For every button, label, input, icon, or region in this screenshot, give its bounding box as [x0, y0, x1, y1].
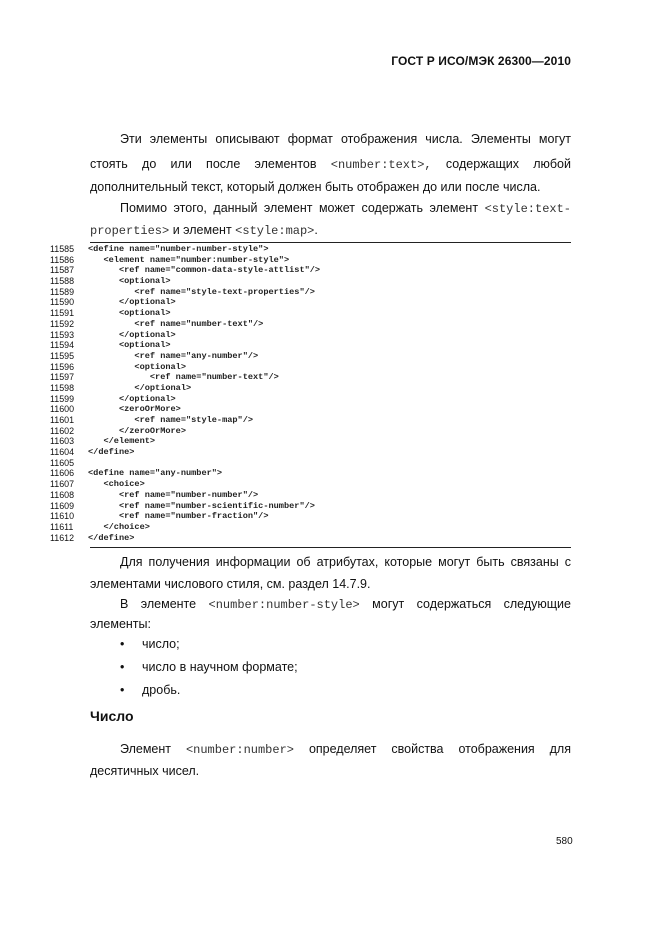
after-paragraph-1-line-1: Для получения информации об атрибутах, которые могут быть связаны с: [120, 555, 571, 569]
code-text: <define name="any-number">: [88, 468, 223, 479]
line-number: 11588: [50, 276, 75, 287]
line-number: 11589: [50, 286, 75, 297]
code-text: </optional>: [88, 382, 192, 393]
code-bottom-rule: [90, 547, 571, 548]
code-text: <optional>: [88, 308, 171, 319]
code-text: </optional>: [88, 393, 176, 404]
line-number: 11585: [50, 244, 75, 254]
line-number: 11611: [50, 521, 74, 532]
code-text: </optional>: [88, 297, 176, 308]
line-number: 11592: [50, 318, 75, 329]
list-item: • дробь.: [120, 679, 298, 702]
code-line: [50, 287, 571, 298]
code-listing: [50, 244, 571, 543]
code-line: [50, 297, 571, 308]
code-text: </choice>: [88, 521, 150, 532]
inline-code: properties>: [90, 224, 170, 238]
page-number: 580: [556, 836, 573, 847]
line-number: 11603: [50, 436, 75, 447]
code-text: </optional>: [88, 329, 176, 340]
code-line: [50, 319, 571, 330]
document-header: ГОСТ Р ИСО/МЭК 26300—2010: [391, 54, 571, 68]
intro-paragraph-2-line-2: properties> и элемент <style:map>.: [90, 223, 318, 238]
code-line: [50, 522, 571, 533]
inline-code: <style:map>: [235, 224, 315, 238]
code-text: <optional>: [88, 276, 171, 287]
code-line: [50, 308, 571, 319]
code-text: <ref name="number-text"/>: [88, 318, 264, 329]
line-number: 11607: [50, 479, 75, 490]
code-line: [50, 351, 571, 362]
code-text: </define>: [88, 532, 135, 543]
code-line: [50, 426, 571, 437]
code-line: [50, 372, 571, 383]
code-text: <ref name="common-data-style-attlist"/>: [88, 265, 321, 276]
code-text: <ref name="number-scientific-number"/>: [88, 500, 315, 511]
code-line: [50, 533, 571, 544]
section-paragraph-line-2: десятичных чисел.: [90, 764, 200, 778]
line-number: 11587: [50, 265, 75, 276]
inline-code: <number:number>: [185, 743, 294, 757]
line-number: 11590: [50, 297, 75, 308]
intro-paragraph-2-line-1: Помимо этого, данный элемент может содержать элемент <style:text-: [120, 201, 571, 216]
code-line: [50, 501, 571, 512]
line-number: 11608: [50, 489, 75, 500]
line-number: 11594: [50, 340, 75, 351]
section-paragraph-line-1: Элемент <number:number> определяет свойства отображения для: [120, 742, 571, 757]
code-line: [50, 415, 571, 426]
intro-paragraph-1-line-2: стоять до или после элементов <number:text>, содержащих любой: [90, 157, 571, 172]
code-line: [50, 447, 571, 458]
after-paragraph-2-line-2: элементы:: [90, 617, 151, 631]
intro-paragraph-1-line-3: дополнительный текст, который должен быть отображен до или после числа.: [90, 180, 541, 194]
line-number: 11601: [50, 415, 75, 425]
code-text: <zeroOrMore>: [88, 404, 181, 415]
after-paragraph-2-line-1: В элементе <number:number-style> могут содержаться следующие: [120, 597, 571, 612]
bullet-icon: •: [120, 660, 125, 674]
code-text: <ref name="any-number"/>: [88, 350, 259, 361]
code-text: <ref name="style-text-properties"/>: [88, 286, 315, 297]
line-number: 11586: [50, 254, 75, 265]
code-line: [50, 255, 571, 266]
code-text: <element name="number:number-style">: [88, 254, 290, 265]
code-line: [50, 362, 571, 373]
line-number: 11609: [50, 500, 75, 511]
inline-code: <style:text-: [484, 202, 571, 216]
section-heading: Число: [90, 708, 134, 724]
line-number: 11610: [50, 511, 75, 522]
code-line: [50, 383, 571, 394]
code-line: [50, 244, 571, 255]
line-number: 11598: [50, 382, 75, 393]
code-line: [50, 394, 571, 405]
list-item: • число;: [120, 633, 298, 656]
code-text: <ref name="number-fraction"/>: [88, 511, 269, 522]
code-line: [50, 265, 571, 276]
bullet-icon: •: [120, 683, 125, 697]
code-text: <ref name="number-text"/>: [88, 372, 279, 383]
code-line: [50, 458, 571, 469]
code-line: [50, 511, 571, 522]
code-line: [50, 340, 571, 351]
code-text: <choice>: [88, 479, 145, 490]
intro-paragraph-1-line-1: Эти элементы описывают формат отображения числа. Элементы могут: [120, 132, 571, 146]
line-number: 11602: [50, 425, 75, 436]
line-number: 11596: [50, 361, 75, 372]
line-number: 11605: [50, 457, 75, 468]
code-text: <optional>: [88, 340, 171, 351]
code-text: </define>: [88, 447, 135, 458]
code-text: <optional>: [88, 361, 186, 372]
code-text: </element>: [88, 436, 156, 447]
line-number: 11593: [50, 329, 75, 340]
line-number: 11597: [50, 372, 75, 383]
line-number: 11606: [50, 468, 75, 479]
code-line: [50, 479, 571, 490]
code-line: [50, 276, 571, 287]
after-paragraph-1-line-2: элементами числового стиля, см. раздел 14.7.9.: [90, 577, 371, 591]
code-line: [50, 330, 571, 341]
line-number: 11599: [50, 393, 75, 404]
code-text: <define name="number-number-style">: [88, 244, 269, 254]
code-top-rule: [90, 242, 571, 243]
list-item: • число в научном формате;: [120, 656, 298, 679]
code-text: </zeroOrMore>: [88, 425, 186, 436]
bullet-list: [120, 633, 298, 702]
line-number: 11600: [50, 404, 75, 415]
inline-code: <number:number-style>: [208, 598, 360, 612]
code-line: [50, 490, 571, 501]
code-line: [50, 436, 571, 447]
line-number: 11595: [50, 350, 75, 361]
code-text: <ref name="style-map"/>: [88, 415, 254, 425]
code-line: [50, 404, 571, 415]
bullet-icon: •: [120, 637, 125, 651]
code-text: <ref name="number-number"/>: [88, 489, 259, 500]
line-number: 11604: [50, 447, 75, 458]
line-number: 11591: [50, 308, 75, 319]
code-line: [50, 468, 571, 479]
inline-code: <number:text>,: [330, 158, 432, 172]
line-number: 11612: [50, 532, 75, 543]
